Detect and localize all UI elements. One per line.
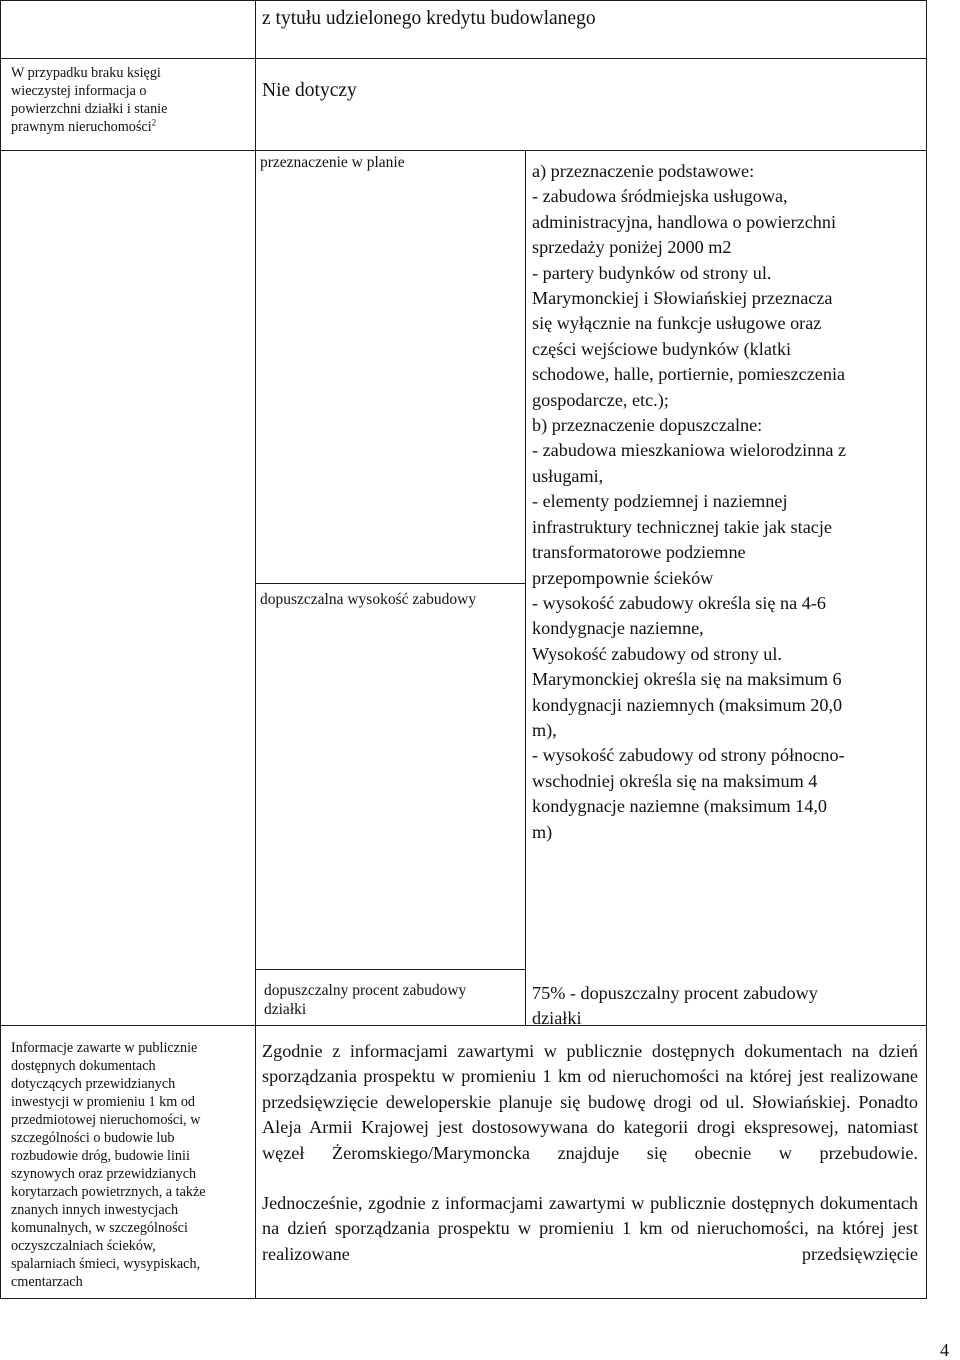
table-bottom-border [0, 1298, 926, 1299]
table-left-border [0, 0, 1, 1299]
allowed-height-value: - wysokość zabudowy określa się na 4-6 kondygnacje naziemne, Wysokość zabudowy od strony ul. Marymonckiej określa się na maksimum 6 kondygnacji naziemnych (maksimum 20,0 m), - wysokość zabudowy od strony północno- wschodniej określa się na maksimum 4 kondygnacje naziemne (maksimum 14,0 m) [532, 593, 845, 842]
plan-purpose-value: a) przeznaczenie podstawowe: - zabudowa śródmiejska usługowa, administracyjna, handlowa o powierzchni sprzedaży poniżej 2000 m2 - partery budynków od strony ul. Marymonckiej i Słowiańskiej przeznacza się wyłącznie na funkcje usługowe oraz części wejściowe budynków (klatki schodowe, halle, portiernie, pomieszczenia gospodarcze, etc.); b) przeznaczenie dopuszczalne: - zabudowa mieszkaniowa wielorodzinna z usługami, - elementy podziemnej i naziemnej infrastruktury technicznej takie jak stacje transformatorowe podziemne przepompownie ścieków [532, 161, 847, 588]
subrow-divider [255, 583, 525, 584]
page-number: 4 [940, 1340, 949, 1360]
plan-purpose-label: przeznaczenie w planie [260, 154, 405, 171]
public-info-label: Informacje zawarte w publicznie dostępnych dokumentach dotyczących przewidzianych inwestycji w promieniu 1 km od przedmiotowej nieruchomości, w szczególności o budowie lub rozbudowie dróg, budowie linii szynowych oraz przewidzianych korytarzach powietrznych, a także znanych innych inwestycjach komunalnych, w szczególności oczyszczalniach ścieków, spalarniach śmieci, wysypiskach, cmentarzach [11, 1040, 206, 1290]
column-divider [525, 150, 526, 1025]
allowed-coverage-label: dopuszczalny procent zabudowy działki [264, 982, 467, 1018]
footnote-marker: 2 [151, 117, 157, 128]
not-applicable-value: Nie dotyczy [262, 80, 357, 101]
allowed-coverage-value: 75% - dopuszczalny procent zabudowy działki [532, 983, 818, 1029]
missing-register-label-text: W przypadku braku księgi wieczystej informacja o powierzchni działki i stanie prawnym nieruchomości [11, 65, 168, 135]
row-divider [0, 150, 926, 151]
public-info-paragraph-1: Zgodnie z informacjami zawartymi w publicznie dostępnych dokumentach na dzień sporządzania prospektu w promieniu 1 km od nieruchomości na której jest realizowane przedsięwzięcie deweloperskie planuje się budowę drogi od ul. Słowiańskiej. Ponadto Aleja Armii Krajowej jest dostosowywana do kategorii drogi ekspresowej, natomiast węzeł Żeromskiego/Marymoncka znajduje się obecnie w przebudowie. [262, 1041, 918, 1163]
row-divider [0, 58, 926, 59]
table-top-border [0, 0, 926, 1]
public-info-value [262, 1039, 918, 1267]
column-divider [255, 0, 256, 1299]
missing-register-label [11, 64, 249, 136]
row-divider-left [0, 1025, 255, 1026]
subrow-divider [255, 969, 525, 970]
allowed-height-label: dopuszczalna wysokość zabudowy [260, 591, 477, 608]
table-right-border [926, 0, 927, 1299]
public-info-paragraph-2: Jednocześnie, zgodnie z informacjami zawartymi w publicznie dostępnych dokumentach na dzień sporządzania prospektu w promieniu 1 km od nieruchomości, na której jest realizowane przedsięwzięcie [262, 1193, 918, 1264]
credit-header-text: z tytułu udzielonego kredytu budowlanego [262, 8, 596, 29]
